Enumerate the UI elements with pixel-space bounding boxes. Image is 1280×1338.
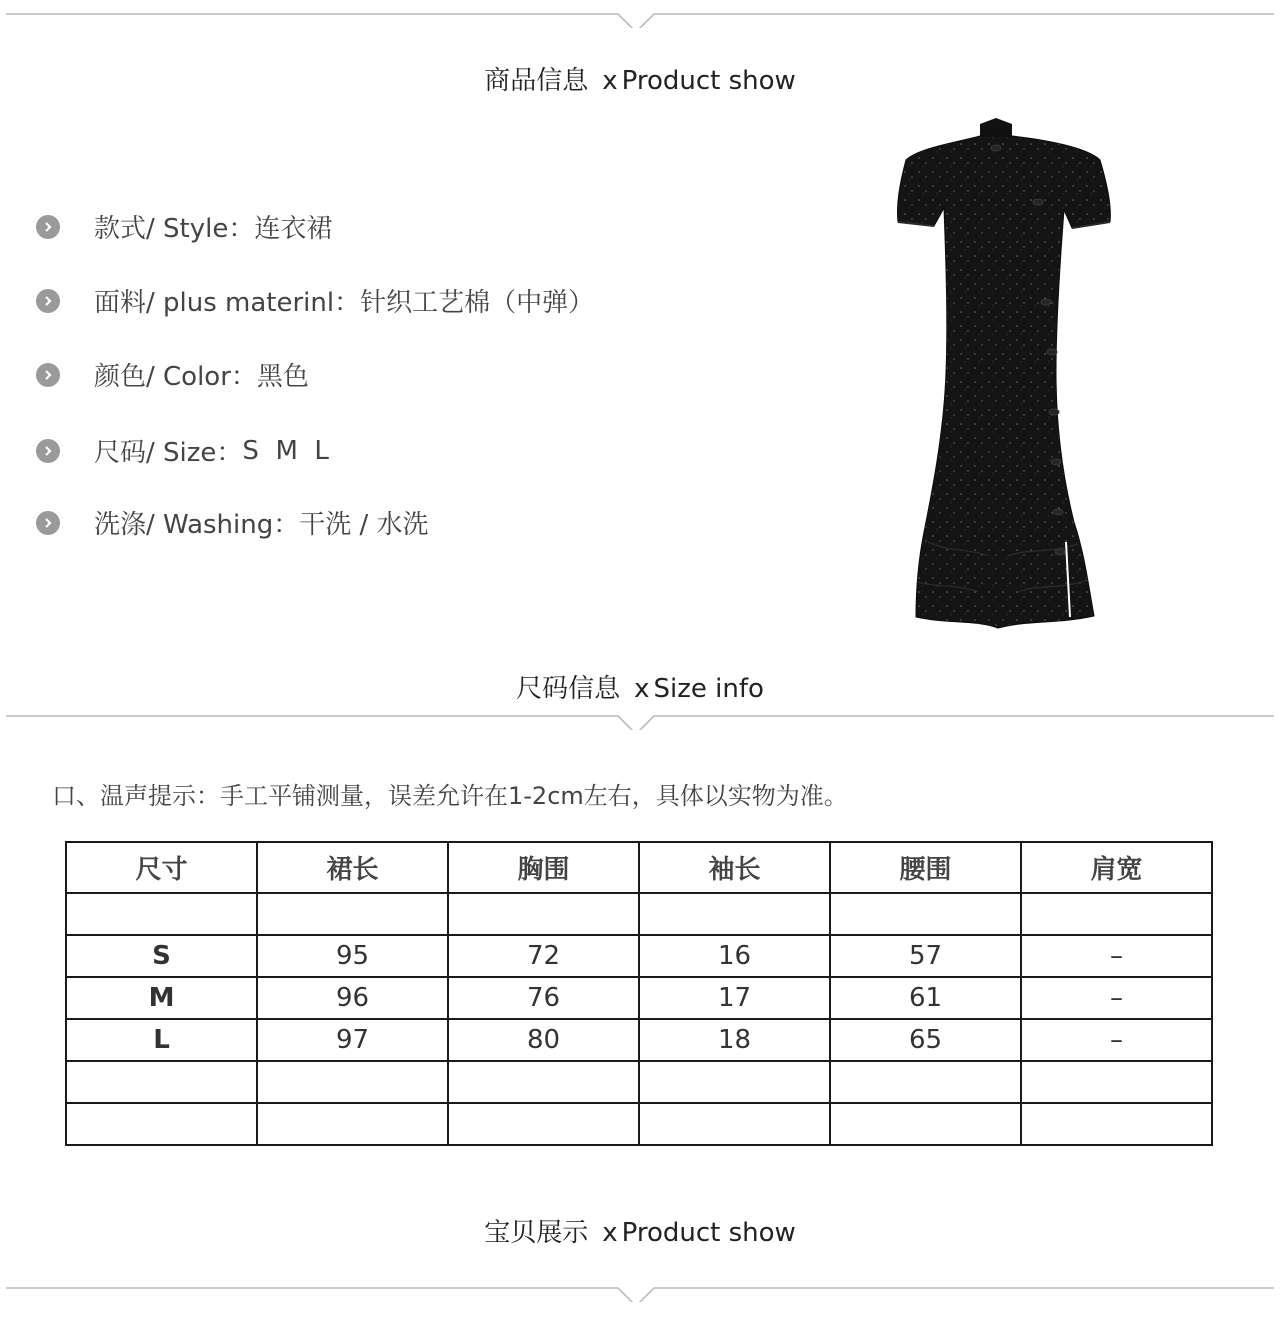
table-row [66,977,1212,1019]
table-header: 袖长 [639,842,830,893]
info-value: 干洗 / 水洗 [299,510,429,540]
table-cell [66,1061,257,1103]
title-en: Product show [621,1218,796,1248]
size-table [65,841,1213,1146]
table-row [66,1103,1212,1145]
info-value: S M L [242,435,329,466]
table-cell: 18 [639,1019,830,1061]
table-cell [1021,1103,1212,1145]
table-cell: – [1021,1019,1212,1061]
table-cell: L [66,1019,257,1061]
title-en: Product show [621,66,796,96]
product-info-title [0,60,1280,97]
title-x: x [602,66,618,96]
title-x: x [602,1218,618,1248]
table-cell: 57 [830,935,1021,977]
title-cn: 尺码信息 [516,674,621,704]
info-item-washing [36,504,429,541]
dress-icon [888,112,1120,632]
table-cell [448,1061,639,1103]
info-value: 连衣裙 [254,214,333,244]
chevron-right-circle-icon [36,363,60,387]
chevron-right-circle-icon [36,439,60,463]
table-header-row [66,842,1212,893]
info-item-color [36,356,309,393]
chevron-right-circle-icon [36,289,60,313]
table-cell: 80 [448,1019,639,1061]
table-header: 腰围 [830,842,1021,893]
table-cell: 61 [830,977,1021,1019]
top-divider [6,4,1274,28]
title-cn: 商品信息 [484,66,589,96]
info-item-size [36,432,329,469]
info-label: 颜色/ Color： [94,362,257,392]
measurement-notice: 口、温声提示：手工平铺测量，误差允许在1-2cm左右，具体以实物为准。 [52,782,848,810]
info-value: 黑色 [256,362,309,392]
table-cell: 76 [448,977,639,1019]
info-label: 尺码/ Size： [94,438,243,468]
table-cell [639,893,830,935]
table-cell: M [66,977,257,1019]
table-row [66,893,1212,935]
chevron-right-circle-icon [36,215,60,239]
table-cell: 96 [257,977,448,1019]
table-cell [448,1103,639,1145]
table-cell [639,1061,830,1103]
title-x: x [634,674,650,704]
table-cell: 16 [639,935,830,977]
table-header: 肩宽 [1021,842,1212,893]
table-cell [1021,1061,1212,1103]
title-cn: 宝贝展示 [484,1218,589,1248]
table-cell: 95 [257,935,448,977]
info-value: 针织工艺棉（中弹） [360,288,595,318]
table-cell [830,1061,1021,1103]
gallery-title [0,1212,1280,1249]
table-cell [66,1103,257,1145]
table-cell [257,1061,448,1103]
table-cell [448,893,639,935]
table-cell: S [66,935,257,977]
table-cell [66,893,257,935]
table-row [66,1019,1212,1061]
table-cell [830,1103,1021,1145]
info-label: 面料/ plus materinl： [94,288,361,318]
table-cell [1021,893,1212,935]
table-cell: 72 [448,935,639,977]
table-header: 胸围 [448,842,639,893]
table-header: 尺寸 [66,842,257,893]
table-cell: 97 [257,1019,448,1061]
title-en: Size info [653,674,764,704]
size-info-title [0,668,1280,705]
table-cell: 65 [830,1019,1021,1061]
product-image [888,112,1120,632]
table-cell: 17 [639,977,830,1019]
table-cell [830,893,1021,935]
info-item-style [36,208,332,245]
table-row [66,1061,1212,1103]
table-cell: – [1021,977,1212,1019]
table-cell: – [1021,935,1212,977]
info-item-material [36,282,594,319]
table-cell [257,1103,448,1145]
info-label: 洗涤/ Washing： [94,510,300,540]
table-row [66,935,1212,977]
table-cell [639,1103,830,1145]
table-header: 裙长 [257,842,448,893]
chevron-right-circle-icon [36,511,60,535]
bottom-divider [6,1278,1274,1302]
info-label: 款式/ Style： [94,214,255,244]
middle-divider [6,706,1274,730]
table-cell [257,893,448,935]
